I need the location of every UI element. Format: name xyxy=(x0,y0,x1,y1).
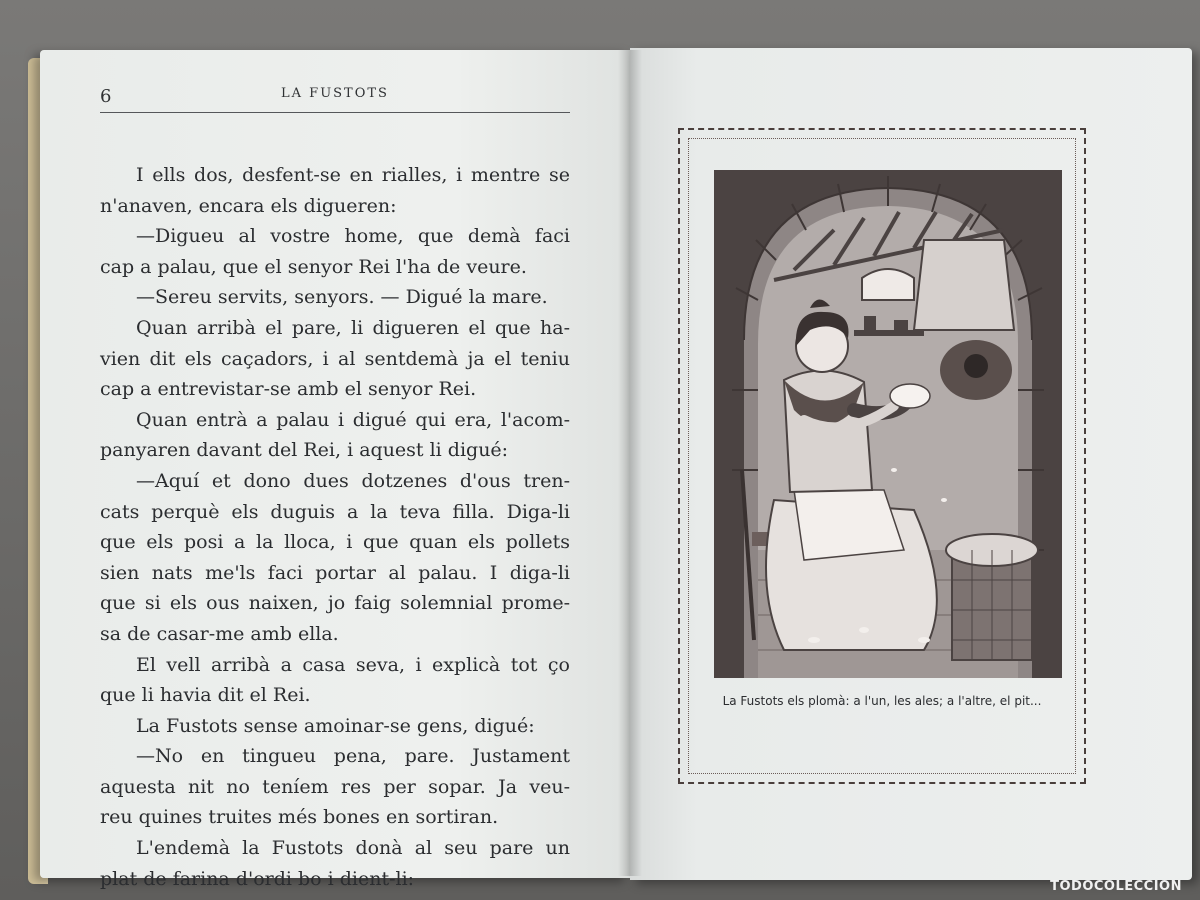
illustration-frame xyxy=(678,128,1086,784)
text-line: Quan arribà el pare, li digueren el que ha- xyxy=(136,316,570,339)
page-number: 6 xyxy=(100,86,112,107)
text-line: vien dit els caçadors, i al sentdemà ja el teniu xyxy=(100,347,570,370)
text-line: sa de casar-me amb ella. xyxy=(100,622,339,645)
story-text xyxy=(100,160,570,894)
text-line: plat de farina d'ordi bo i dient-li: xyxy=(100,867,415,890)
running-title: LA FUSTOTS xyxy=(281,86,389,101)
text-line: reu quines truites més bones en sortiran. xyxy=(100,806,499,829)
text-line: cap a palau, que el senyor Rei l'ha de veure. xyxy=(100,255,527,278)
text-line: —Digueu al vostre home, que demà faci xyxy=(136,225,570,248)
illustration xyxy=(714,170,1062,678)
text-line: I ells dos, desfent-se en rialles, i mentre se xyxy=(136,164,570,186)
text-line: n'anaven, encara els digueren: xyxy=(100,194,397,217)
text-line: El vell arribà a casa seva, i explicà tot ço xyxy=(136,653,570,676)
text-line: que els posi a la lloca, i que quan els pollets xyxy=(100,531,570,554)
book-gutter xyxy=(618,50,642,876)
running-head xyxy=(100,82,570,113)
text-line: cats perquè els duguis a la teva filla. Diga-li xyxy=(100,500,570,523)
text-line: —Aquí et dono dues dotzenes d'ous tren- xyxy=(136,469,570,492)
text-line: Quan entrà a palau i digué qui era, l'acom- xyxy=(136,408,570,431)
text-line: aquesta nit no teníem res per sopar. Ja veu- xyxy=(100,775,570,798)
text-line: que li havia dit el Rei. xyxy=(100,684,311,707)
text-line: sien nats me'ls faci portar al palau. I diga-li xyxy=(100,561,570,584)
text-line: —Sereu servits, senyors. — Digué la mare. xyxy=(136,286,548,309)
text-line: L'endemà la Fustots donà al seu pare un xyxy=(136,837,570,860)
text-line: panyaren davant del Rei, i aquest li digué: xyxy=(100,439,509,462)
text-line: —No en tingueu pena, pare. Justament xyxy=(136,745,570,768)
text-line: cap a entrevistar-se amb el senyor Rei. xyxy=(100,378,477,401)
illustration-caption: La Fustots els plomà: a l'un, les ales; a l'altre, el pit... xyxy=(722,694,1042,708)
text-line: La Fustots sense amoinar-se gens, digué: xyxy=(136,714,535,737)
text-line: que si els ous naixen, jo faig solemnial prome- xyxy=(100,592,570,615)
watermark: TODOCOLECCION xyxy=(1050,879,1182,894)
